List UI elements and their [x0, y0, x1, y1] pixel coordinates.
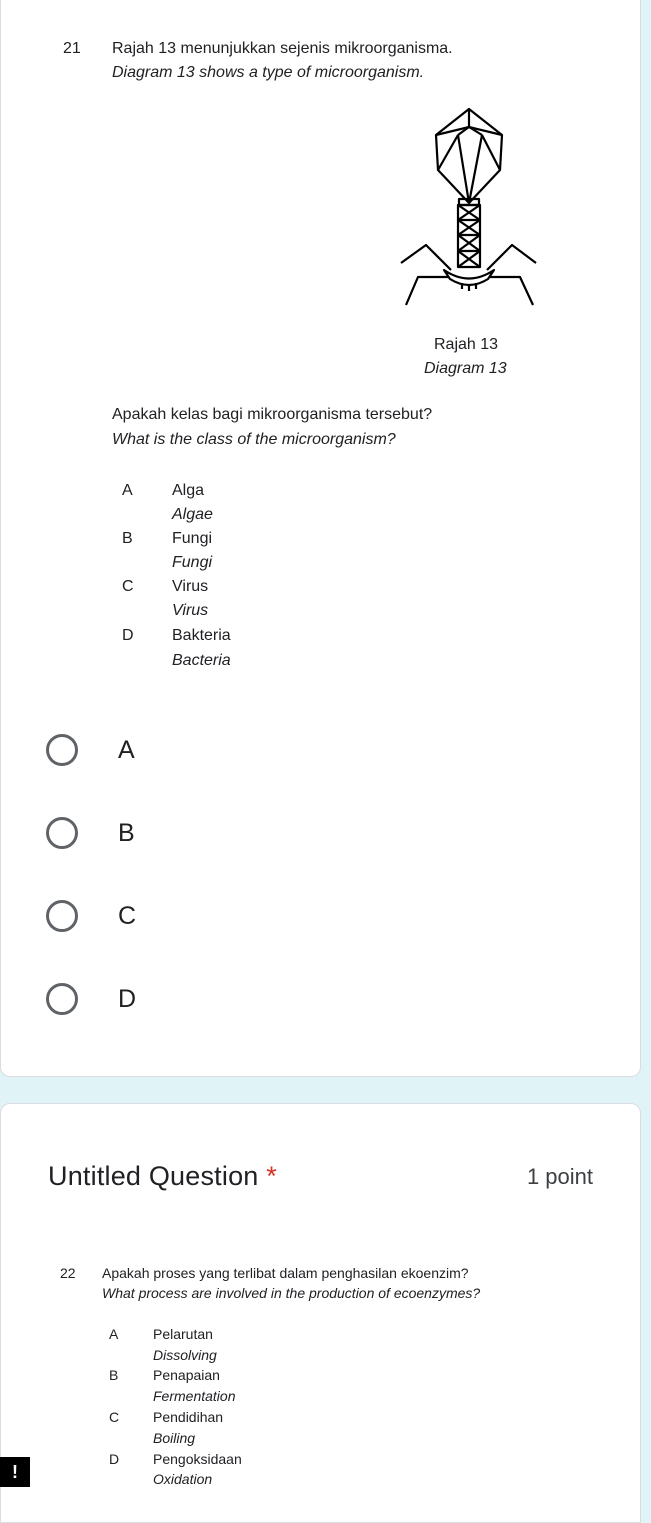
- warning-icon[interactable]: !: [0, 1457, 30, 1487]
- figure-label-en: Diagram 13: [424, 360, 507, 377]
- option-text-en-d: Bacteria: [172, 652, 231, 669]
- question-stem-ms: Apakah proses yang terlibat dalam penghasilan ekoenzim?: [102, 1265, 469, 1281]
- question-stem-en: Diagram 13 shows a type of microorganism.: [112, 64, 425, 81]
- question-21-image: [1, 0, 642, 690]
- radio-button-b[interactable]: [46, 817, 78, 849]
- option-letter-d: D: [122, 627, 134, 644]
- question-prompt-en: What is the class of the microorganism?: [112, 431, 396, 448]
- required-asterisk: *: [266, 1161, 277, 1191]
- option-text-ms-a: Pelarutan: [153, 1326, 213, 1342]
- radio-button-c[interactable]: [46, 900, 78, 932]
- option-text-en-a: Algae: [172, 506, 213, 523]
- option-text-ms-b: Penapaian: [153, 1367, 220, 1383]
- option-text-en-b: Fungi: [172, 554, 213, 571]
- option-letter-b: B: [122, 530, 133, 547]
- question-number: 22: [60, 1265, 76, 1281]
- figure-label-ms: Rajah 13: [434, 336, 499, 353]
- option-letter-a: A: [109, 1326, 119, 1342]
- question-prompt-ms: Apakah kelas bagi mikroorganisma tersebut?: [112, 406, 433, 423]
- radio-label-d[interactable]: D: [118, 984, 137, 1013]
- option-text-en-d: Oxidation: [153, 1471, 213, 1487]
- radio-label-c[interactable]: C: [118, 901, 137, 930]
- option-text-ms-a: Alga: [172, 482, 205, 499]
- radio-option-a[interactable]: [46, 730, 135, 770]
- question-stem-en: What process are involved in the production of ecoenzymes?: [102, 1285, 481, 1301]
- option-text-en-c: Virus: [172, 602, 209, 619]
- option-text-ms-d: Pengoksidaan: [153, 1451, 242, 1467]
- option-text-ms-b: Fungi: [172, 530, 213, 547]
- option-text-ms-c: Virus: [172, 578, 209, 595]
- bacteriophage-virus-icon: [396, 105, 541, 320]
- option-text-en-a: Dissolving: [153, 1347, 217, 1363]
- radio-option-b[interactable]: [46, 813, 135, 853]
- option-text-en-c: Boiling: [153, 1430, 196, 1446]
- option-letter-b: B: [109, 1367, 119, 1383]
- radio-label-b[interactable]: B: [118, 818, 135, 847]
- option-text-ms-c: Pendidihan: [153, 1409, 224, 1425]
- option-letter-a: A: [122, 482, 133, 499]
- radio-option-c[interactable]: [46, 896, 136, 936]
- radio-label-a[interactable]: A: [118, 735, 135, 764]
- option-text-en-b: Fermentation: [153, 1388, 236, 1404]
- question-number: 21: [63, 40, 81, 57]
- question-stem-ms: Rajah 13 menunjukkan sejenis mikroorganisma.: [112, 40, 453, 57]
- question-points: 1 point: [526, 1164, 593, 1189]
- option-letter-d: D: [109, 1451, 120, 1467]
- question-title-text: Untitled Question: [48, 1161, 259, 1191]
- option-letter-c: C: [122, 578, 134, 595]
- radio-button-a[interactable]: [46, 734, 78, 766]
- question-card-22: [0, 1103, 641, 1523]
- option-text-ms-d: Bakteria: [172, 627, 231, 644]
- radio-button-d[interactable]: [46, 983, 78, 1015]
- radio-option-d[interactable]: [46, 979, 136, 1019]
- question-title: [48, 1161, 277, 1192]
- option-letter-c: C: [109, 1409, 120, 1425]
